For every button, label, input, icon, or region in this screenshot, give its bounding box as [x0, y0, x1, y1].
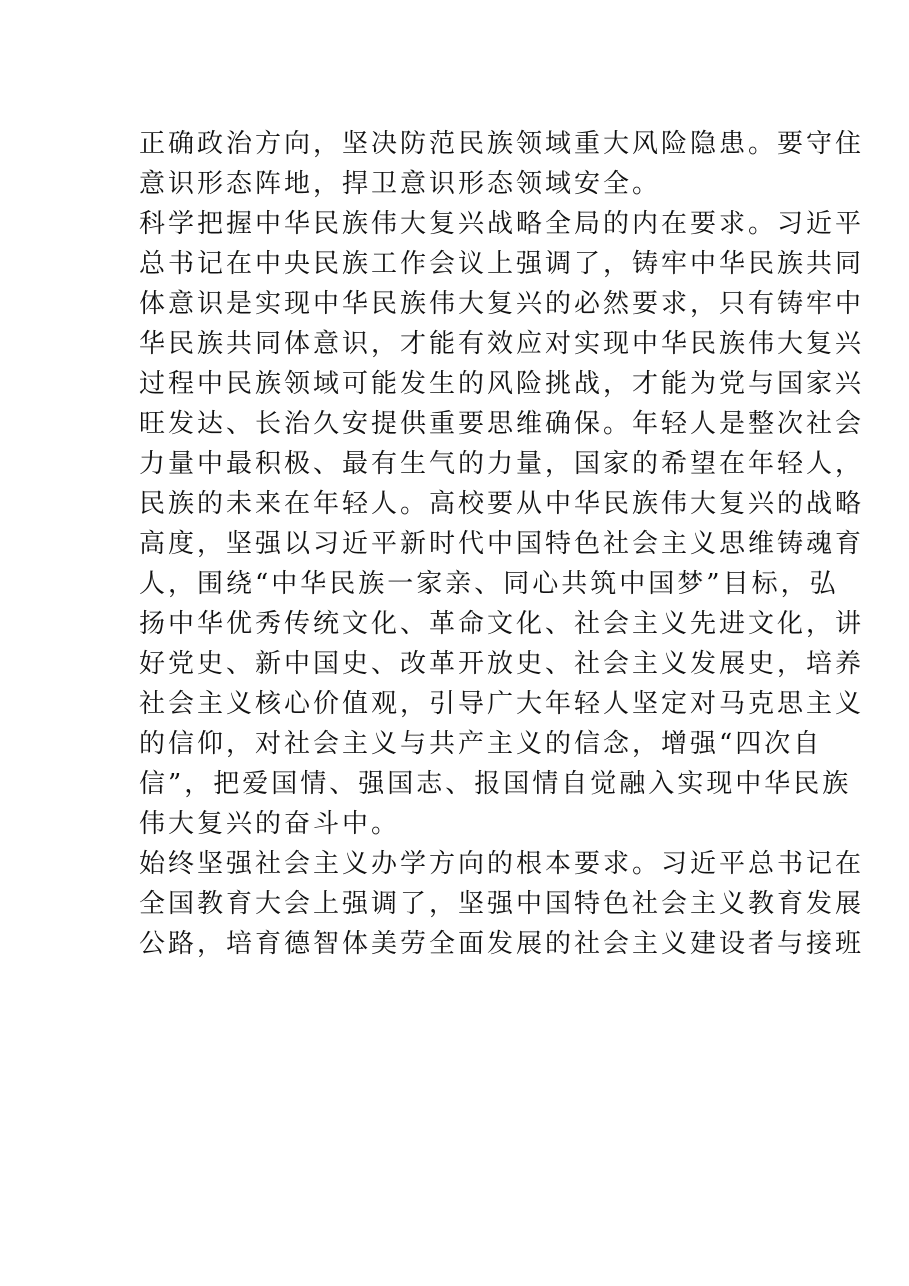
text-line: 的信仰，对社会主义与共产主义的信念，增强“四次自 — [139, 729, 823, 759]
text-line: 过程中民族领域可能发生的风险挑战，才能为党与国家兴 — [139, 369, 865, 399]
text-line: 民族的未来在年轻人。高校要从中华民族伟大复兴的战略 — [139, 489, 865, 519]
text-line: 体意识是实现中华民族伟大复兴的必然要求，只有铸牢中 — [139, 289, 865, 319]
text-line: 伟大复兴的奋斗中。 — [139, 809, 401, 839]
text-line: 全国教育大会上强调了，坚强中国特色社会主义教育发展 — [139, 889, 865, 919]
text-line: 始终坚强社会主义办学方向的根本要求。习近平总书记在 — [139, 849, 865, 879]
text-line: 力量中最积极、最有生气的力量，国家的希望在年轻人， — [139, 449, 865, 479]
text-line: 华民族共同体意识，才能有效应对实现中华民族伟大复兴 — [139, 329, 865, 359]
text-line: 扬中华优秀传统文化、革命文化、社会主义先进文化，讲 — [139, 609, 865, 639]
text-line: 信”，把爱国情、强国志、报国情自觉融入实现中华民族 — [139, 769, 852, 799]
text-line: 好党史、新中国史、改革开放史、社会主义发展史，培养 — [139, 649, 865, 679]
text-line: 旺发达、长治久安提供重要思维确保。年轻人是整次社会 — [139, 409, 865, 439]
text-line: 意识形态阵地，捍卫意识形态领域安全。 — [139, 169, 662, 199]
text-line: 公路，培育德智体美劳全面发展的社会主义建设者与接班 — [139, 929, 865, 959]
text-line: 总书记在中央民族工作会议上强调了，铸牢中华民族共同 — [139, 249, 865, 279]
body-text — [139, 124, 865, 964]
text-line: 高度，坚强以习近平新时代中国特色社会主义思维铸魂育 — [139, 529, 865, 559]
text-line: 人，围绕“中华民族一家亲、同心共筑中国梦”目标，弘 — [139, 569, 839, 599]
text-line: 正确政治方向，坚决防范民族领域重大风险隐患。要守住 — [139, 129, 865, 159]
text-line: 科学把握中华民族伟大复兴战略全局的内在要求。习近平 — [139, 209, 865, 239]
text-line: 社会主义核心价值观，引导广大年轻人坚定对马克思主义 — [139, 689, 865, 719]
